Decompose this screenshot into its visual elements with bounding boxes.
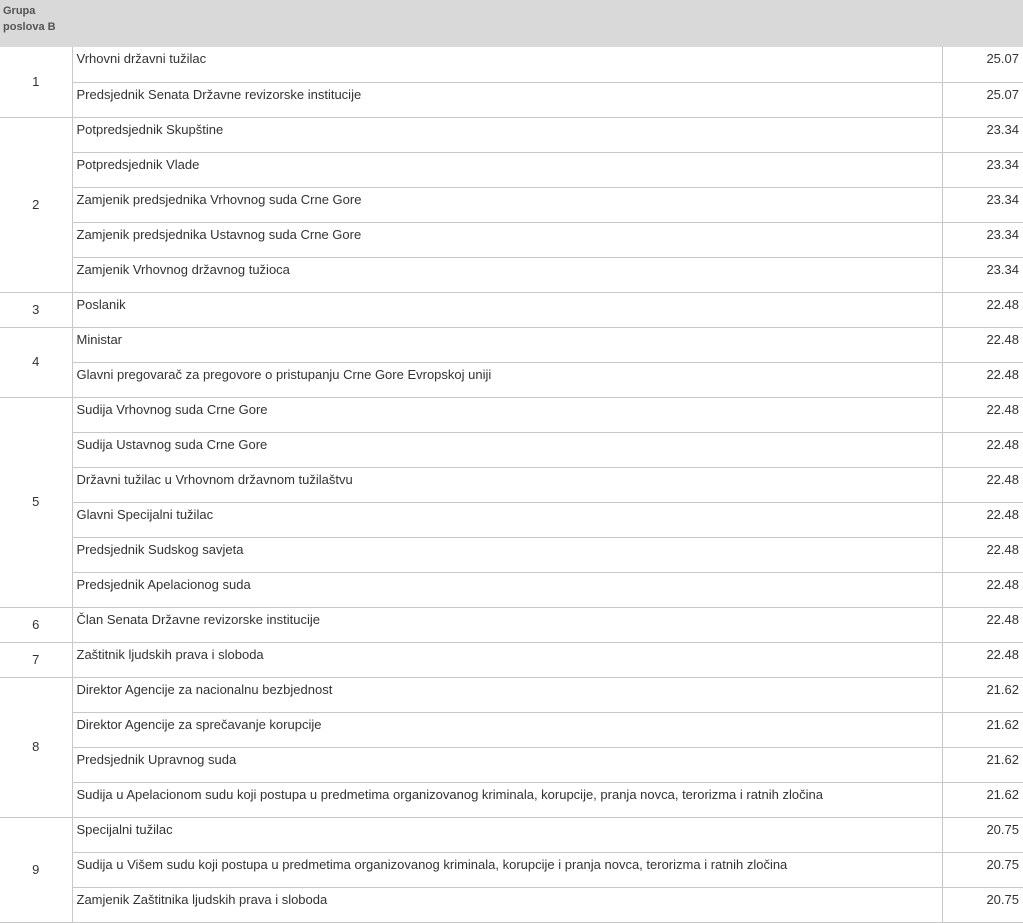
group-number-cell: 7 (0, 642, 72, 677)
table-row (0, 117, 1023, 152)
position-title-cell: Državni tužilac u Vrhovnom državnom tužilaštvu (72, 467, 942, 502)
position-title-cell: Sudija u Višem sudu koji postupa u predmetima organizovanog kriminala, korupcije i pranja novca, terorizma i ratnih zločina (72, 852, 942, 887)
table-row (0, 852, 1023, 887)
position-title-cell: Zamjenik predsjednika Vrhovnog suda Crne Gore (72, 187, 942, 222)
table-row (0, 222, 1023, 257)
table-row (0, 467, 1023, 502)
coefficient-value-cell: 25.07 (942, 82, 1023, 117)
table-row (0, 607, 1023, 642)
table-row (0, 677, 1023, 712)
coefficient-value-cell: 22.48 (942, 502, 1023, 537)
coefficient-value-cell: 22.48 (942, 642, 1023, 677)
table-row (0, 257, 1023, 292)
group-number-cell: 3 (0, 292, 72, 327)
coefficient-value-cell: 20.75 (942, 887, 1023, 922)
group-number-cell: 4 (0, 327, 72, 397)
coefficient-value-cell: 21.62 (942, 782, 1023, 817)
position-title-cell: Direktor Agencije za sprečavanje korupcije (72, 712, 942, 747)
table-row (0, 152, 1023, 187)
table-row (0, 187, 1023, 222)
coefficient-value-cell: 23.34 (942, 257, 1023, 292)
coefficient-value-cell: 23.34 (942, 152, 1023, 187)
group-number-cell: 5 (0, 397, 72, 607)
table-row (0, 327, 1023, 362)
position-title-cell: Zamjenik Vrhovnog državnog tužioca (72, 257, 942, 292)
position-title-cell: Zamjenik predsjednika Ustavnog suda Crne Gore (72, 222, 942, 257)
position-title-cell: Zamjenik Zaštitnika ljudskih prava i sloboda (72, 887, 942, 922)
table-body (0, 47, 1023, 922)
table-row (0, 502, 1023, 537)
coefficient-value-cell: 20.75 (942, 852, 1023, 887)
position-title-cell: Potpredsjednik Vlade (72, 152, 942, 187)
table-row (0, 362, 1023, 397)
table-row (0, 817, 1023, 852)
position-title-cell: Poslanik (72, 292, 942, 327)
position-title-cell: Sudija Vrhovnog suda Crne Gore (72, 397, 942, 432)
header-group-label: Grupa poslova B (3, 5, 56, 33)
header-title-column (72, 0, 942, 47)
group-number-cell: 9 (0, 817, 72, 922)
position-title-cell: Član Senata Državne revizorske institucije (72, 607, 942, 642)
position-title-cell: Predsjednik Apelacionog suda (72, 572, 942, 607)
position-title-cell: Ministar (72, 327, 942, 362)
table-header-row (0, 0, 1023, 47)
table-row (0, 47, 1023, 82)
header-group-column (0, 0, 72, 47)
coefficient-value-cell: 21.62 (942, 677, 1023, 712)
position-title-cell: Vrhovni državni tužilac (72, 47, 942, 82)
coefficient-value-cell: 22.48 (942, 397, 1023, 432)
table-row (0, 82, 1023, 117)
table-row (0, 572, 1023, 607)
coefficient-value-cell: 22.48 (942, 537, 1023, 572)
position-title-cell: Sudija u Apelacionom sudu koji postupa u predmetima organizovanog kriminala, korupcije, pranja novca, terorizma i ratnih zločina (72, 782, 942, 817)
position-title-cell: Direktor Agencije za nacionalnu bezbjednost (72, 677, 942, 712)
table-row (0, 712, 1023, 747)
coefficient-value-cell: 22.48 (942, 327, 1023, 362)
position-title-cell: Specijalni tužilac (72, 817, 942, 852)
table-row (0, 747, 1023, 782)
coefficient-value-cell: 22.48 (942, 467, 1023, 502)
coefficient-value-cell: 23.34 (942, 222, 1023, 257)
position-title-cell: Glavni Specijalni tužilac (72, 502, 942, 537)
table-row (0, 397, 1023, 432)
group-number-cell: 6 (0, 607, 72, 642)
coefficient-value-cell: 22.48 (942, 362, 1023, 397)
coefficient-value-cell: 21.62 (942, 712, 1023, 747)
group-number-cell: 8 (0, 677, 72, 817)
position-title-cell: Glavni pregovarač za pregovore o pristupanju Crne Gore Evropskoj uniji (72, 362, 942, 397)
position-title-cell: Predsjednik Upravnog suda (72, 747, 942, 782)
header-value-column (942, 0, 1023, 47)
position-title-cell: Predsjednik Senata Državne revizorske institucije (72, 82, 942, 117)
table-row (0, 642, 1023, 677)
coefficient-value-cell: 22.48 (942, 607, 1023, 642)
coefficient-value-cell: 20.75 (942, 817, 1023, 852)
coefficient-value-cell: 22.48 (942, 572, 1023, 607)
coefficient-value-cell: 23.34 (942, 117, 1023, 152)
coefficient-value-cell: 22.48 (942, 292, 1023, 327)
table-row (0, 432, 1023, 467)
position-title-cell: Sudija Ustavnog suda Crne Gore (72, 432, 942, 467)
coefficient-value-cell: 21.62 (942, 747, 1023, 782)
group-number-cell: 2 (0, 117, 72, 292)
position-title-cell: Zaštitnik ljudskih prava i sloboda (72, 642, 942, 677)
coefficient-value-cell: 23.34 (942, 187, 1023, 222)
coefficient-value-cell: 22.48 (942, 432, 1023, 467)
table-row (0, 537, 1023, 572)
table-row (0, 887, 1023, 922)
table-row (0, 782, 1023, 817)
position-title-cell: Predsjednik Sudskog savjeta (72, 537, 942, 572)
group-number-cell: 1 (0, 47, 72, 117)
coefficient-value-cell: 25.07 (942, 47, 1023, 82)
position-title-cell: Potpredsjednik Skupštine (72, 117, 942, 152)
table-row (0, 292, 1023, 327)
